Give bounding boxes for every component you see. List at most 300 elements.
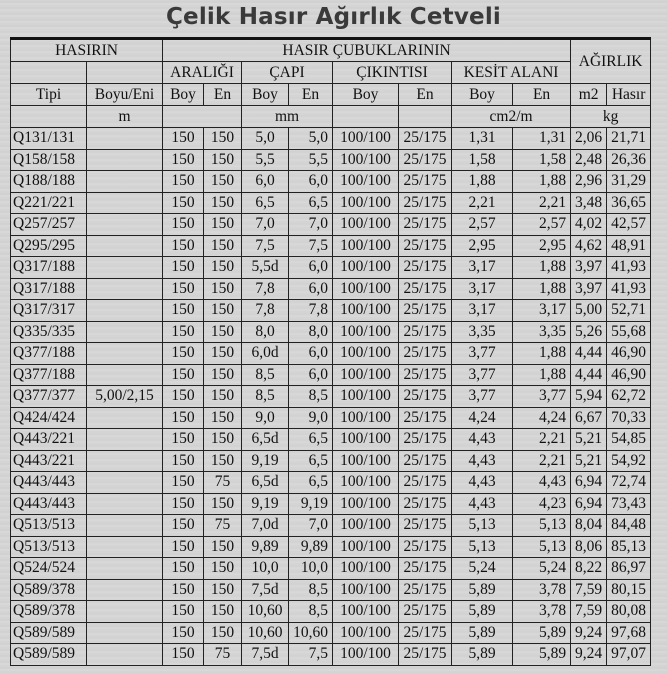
cell-kesit-boy: 3,77: [452, 343, 513, 365]
cell-agirlik-m2: 9,24: [571, 622, 607, 644]
cell-kesit-en: 1,88: [513, 278, 571, 300]
cell-cikintisi-en: 25/175: [399, 450, 452, 472]
cell-araligi-boy: 150: [163, 536, 204, 558]
table-row: [11, 300, 651, 322]
table-row: [11, 386, 651, 408]
cell-boyu-eni: [87, 321, 163, 343]
cell-cikintisi-en: 25/175: [399, 343, 452, 365]
header-en: En: [399, 84, 452, 106]
cell-kesit-boy: 3,17: [452, 300, 513, 322]
cell-araligi-boy: 150: [163, 257, 204, 279]
cell-araligi-en: 150: [204, 278, 242, 300]
header-boy: Boy: [452, 84, 513, 106]
cell-cikintisi-en: 25/175: [399, 536, 452, 558]
cell-agirlik-hasir: 42,57: [607, 214, 651, 236]
cell-agirlik-m2: 2,06: [571, 128, 607, 150]
cell-araligi-en: 150: [204, 257, 242, 279]
cell-capi-en: 9,0: [289, 407, 333, 429]
cell-kesit-boy: 5,89: [452, 579, 513, 601]
cell-agirlik-hasir: 26,36: [607, 149, 651, 171]
cell-agirlik-m2: 2,48: [571, 149, 607, 171]
cell-cikintisi-boy: 100/100: [333, 386, 399, 408]
header-boyu-eni: Boyu/Eni: [87, 84, 163, 106]
cell-tipi: Q158/158: [11, 149, 87, 171]
cell-agirlik-hasir: 52,71: [607, 300, 651, 322]
cell-kesit-en: 5,24: [513, 558, 571, 580]
cell-agirlik-hasir: 84,48: [607, 515, 651, 537]
header-capi: ÇAPI: [242, 62, 333, 84]
table-row: [11, 622, 651, 644]
cell-cikintisi-en: 25/175: [399, 558, 452, 580]
cell-capi-boy: 7,8: [242, 278, 289, 300]
cell-araligi-en: 75: [204, 515, 242, 537]
cell-araligi-en: 150: [204, 450, 242, 472]
cell-capi-boy: 9,89: [242, 536, 289, 558]
cell-cikintisi-en: 25/175: [399, 515, 452, 537]
cell-capi-en: 6,5: [289, 450, 333, 472]
cell-agirlik-m2: 5,21: [571, 429, 607, 451]
cell-cikintisi-en: 25/175: [399, 622, 452, 644]
cell-tipi: Q377/188: [11, 364, 87, 386]
cell-araligi-boy: 150: [163, 300, 204, 322]
cell-capi-en: 9,19: [289, 493, 333, 515]
cell-cikintisi-boy: 100/100: [333, 536, 399, 558]
cell-boyu-eni: [87, 601, 163, 623]
header-en: En: [204, 84, 242, 106]
cell-kesit-boy: 3,35: [452, 321, 513, 343]
cell-araligi-boy: 150: [163, 386, 204, 408]
cell-cikintisi-boy: 100/100: [333, 579, 399, 601]
cell-araligi-en: 150: [204, 579, 242, 601]
cell-cikintisi-boy: 100/100: [333, 493, 399, 515]
cell-boyu-eni: [87, 450, 163, 472]
table-row: [11, 128, 651, 150]
cell-capi-en: 7,0: [289, 214, 333, 236]
cell-capi-en: 8,5: [289, 579, 333, 601]
table-row: [11, 450, 651, 472]
cell-boyu-eni: [87, 558, 163, 580]
cell-agirlik-hasir: 73,43: [607, 493, 651, 515]
cell-tipi: Q589/378: [11, 579, 87, 601]
table-row: [11, 429, 651, 451]
cell-tipi: Q317/317: [11, 300, 87, 322]
cell-kesit-en: 2,21: [513, 429, 571, 451]
unit-mm: mm: [242, 106, 333, 128]
cell-capi-en: 6,0: [289, 171, 333, 193]
cell-agirlik-hasir: 55,68: [607, 321, 651, 343]
cell-agirlik-hasir: 41,93: [607, 278, 651, 300]
cell-kesit-en: 3,78: [513, 579, 571, 601]
cell-tipi: Q443/443: [11, 472, 87, 494]
cell-boyu-eni: [87, 407, 163, 429]
cell-cikintisi-en: 25/175: [399, 579, 452, 601]
cell-capi-en: 9,89: [289, 536, 333, 558]
cell-araligi-en: 150: [204, 235, 242, 257]
table-row: [11, 536, 651, 558]
cell-agirlik-m2: 9,24: [571, 644, 607, 666]
cell-cikintisi-en: 25/175: [399, 192, 452, 214]
cell-cikintisi-boy: 100/100: [333, 321, 399, 343]
table-row: [11, 601, 651, 623]
cell-boyu-eni: [87, 149, 163, 171]
cell-araligi-en: 150: [204, 128, 242, 150]
cell-araligi-en: 150: [204, 321, 242, 343]
header-units-row: [11, 106, 651, 128]
cell-araligi-boy: 150: [163, 472, 204, 494]
cell-cikintisi-boy: 100/100: [333, 300, 399, 322]
cell-agirlik-hasir: 97,68: [607, 622, 651, 644]
cell-kesit-en: 3,17: [513, 300, 571, 322]
cell-capi-en: 10,0: [289, 558, 333, 580]
cell-agirlik-m2: 2,96: [571, 171, 607, 193]
cell-cikintisi-boy: 100/100: [333, 364, 399, 386]
cell-boyu-eni: [87, 257, 163, 279]
cell-agirlik-hasir: 80,08: [607, 601, 651, 623]
cell-cikintisi-en: 25/175: [399, 472, 452, 494]
header-tipi: Tipi: [11, 84, 87, 106]
cell-araligi-en: 150: [204, 300, 242, 322]
cell-capi-boy: 5,5d: [242, 257, 289, 279]
cell-kesit-boy: 4,24: [452, 407, 513, 429]
cell-agirlik-m2: 5,21: [571, 450, 607, 472]
cell-agirlik-m2: 3,97: [571, 257, 607, 279]
cell-araligi-boy: 150: [163, 644, 204, 666]
cell-cikintisi-en: 25/175: [399, 128, 452, 150]
header-hasir-cubuklarinin: HASIR ÇUBUKLARININ: [163, 39, 571, 62]
cell-boyu-eni: [87, 171, 163, 193]
cell-boyu-eni: 5,00/2,15: [87, 386, 163, 408]
cell-agirlik-hasir: 85,13: [607, 536, 651, 558]
cell-araligi-boy: 150: [163, 450, 204, 472]
cell-kesit-en: 2,21: [513, 192, 571, 214]
table-row: [11, 343, 651, 365]
cell-boyu-eni: [87, 192, 163, 214]
cell-agirlik-m2: 3,97: [571, 278, 607, 300]
cell-boyu-eni: [87, 515, 163, 537]
cell-capi-boy: 6,5d: [242, 472, 289, 494]
cell-cikintisi-boy: 100/100: [333, 171, 399, 193]
cell-tipi: Q513/513: [11, 536, 87, 558]
cell-kesit-boy: 5,24: [452, 558, 513, 580]
cell-agirlik-hasir: 97,07: [607, 644, 651, 666]
header-row-3: [11, 84, 651, 106]
cell-boyu-eni: [87, 579, 163, 601]
header-empty: [163, 106, 242, 128]
cell-araligi-en: 75: [204, 644, 242, 666]
cell-cikintisi-boy: 100/100: [333, 622, 399, 644]
cell-boyu-eni: [87, 235, 163, 257]
cell-tipi: Q524/524: [11, 558, 87, 580]
table-row: [11, 364, 651, 386]
cell-tipi: Q443/221: [11, 429, 87, 451]
cell-cikintisi-en: 25/175: [399, 644, 452, 666]
cell-capi-boy: 7,5d: [242, 579, 289, 601]
cell-capi-boy: 5,0: [242, 128, 289, 150]
cell-agirlik-m2: 8,22: [571, 558, 607, 580]
header-hasirin: HASIRIN: [11, 39, 163, 62]
cell-agirlik-m2: 7,59: [571, 579, 607, 601]
cell-capi-boy: 7,0d: [242, 515, 289, 537]
cell-agirlik-m2: 4,62: [571, 235, 607, 257]
cell-kesit-boy: 3,17: [452, 278, 513, 300]
cell-cikintisi-en: 25/175: [399, 386, 452, 408]
cell-araligi-en: 150: [204, 429, 242, 451]
table-row: [11, 214, 651, 236]
cell-capi-en: 6,0: [289, 364, 333, 386]
cell-araligi-en: 150: [204, 192, 242, 214]
cell-tipi: Q443/221: [11, 450, 87, 472]
cell-capi-en: 8,5: [289, 386, 333, 408]
cell-cikintisi-boy: 100/100: [333, 235, 399, 257]
cell-kesit-en: 2,57: [513, 214, 571, 236]
header-empty: [333, 106, 399, 128]
cell-kesit-boy: 5,13: [452, 515, 513, 537]
cell-cikintisi-boy: 100/100: [333, 407, 399, 429]
cell-agirlik-m2: 6,94: [571, 493, 607, 515]
cell-boyu-eni: [87, 343, 163, 365]
header-boy: Boy: [333, 84, 399, 106]
cell-tipi: Q131/131: [11, 128, 87, 150]
header-hasir: Hasır: [607, 84, 651, 106]
cell-agirlik-m2: 5,00: [571, 300, 607, 322]
cell-agirlik-hasir: 48,91: [607, 235, 651, 257]
cell-capi-en: 8,0: [289, 321, 333, 343]
header-empty: [399, 106, 452, 128]
cell-cikintisi-boy: 100/100: [333, 149, 399, 171]
cell-boyu-eni: [87, 429, 163, 451]
cell-tipi: Q188/188: [11, 171, 87, 193]
cell-capi-boy: 9,0: [242, 407, 289, 429]
cell-agirlik-m2: 7,59: [571, 601, 607, 623]
cell-boyu-eni: [87, 622, 163, 644]
cell-kesit-boy: 5,13: [452, 536, 513, 558]
cell-cikintisi-en: 25/175: [399, 429, 452, 451]
cell-tipi: Q377/377: [11, 386, 87, 408]
cell-tipi: Q257/257: [11, 214, 87, 236]
header-cikintisi: ÇIKINTISI: [333, 62, 452, 84]
header-row-1: [11, 39, 651, 62]
header-araligi: ARALIĞI: [163, 62, 242, 84]
cell-tipi: Q377/188: [11, 343, 87, 365]
cell-agirlik-hasir: 54,92: [607, 450, 651, 472]
cell-kesit-boy: 4,43: [452, 493, 513, 515]
cell-cikintisi-boy: 100/100: [333, 257, 399, 279]
cell-kesit-en: 3,77: [513, 386, 571, 408]
cell-capi-boy: 7,0: [242, 214, 289, 236]
cell-araligi-en: 150: [204, 407, 242, 429]
cell-cikintisi-boy: 100/100: [333, 278, 399, 300]
cell-capi-en: 6,0: [289, 278, 333, 300]
cell-tipi: Q443/443: [11, 493, 87, 515]
cell-kesit-boy: 5,89: [452, 622, 513, 644]
cell-tipi: Q317/188: [11, 278, 87, 300]
cell-araligi-boy: 150: [163, 278, 204, 300]
cell-capi-boy: 10,60: [242, 622, 289, 644]
table-row: [11, 171, 651, 193]
cell-capi-en: 5,0: [289, 128, 333, 150]
cell-araligi-boy: 150: [163, 128, 204, 150]
cell-araligi-boy: 150: [163, 343, 204, 365]
cell-capi-en: 7,5: [289, 235, 333, 257]
cell-kesit-boy: 1,88: [452, 171, 513, 193]
header-boy: Boy: [163, 84, 204, 106]
cell-kesit-en: 2,95: [513, 235, 571, 257]
cell-kesit-boy: 1,58: [452, 149, 513, 171]
cell-araligi-boy: 150: [163, 149, 204, 171]
table-row: [11, 472, 651, 494]
table-row: [11, 644, 651, 666]
cell-capi-boy: 7,8: [242, 300, 289, 322]
cell-agirlik-hasir: 86,97: [607, 558, 651, 580]
cell-agirlik-hasir: 54,85: [607, 429, 651, 451]
cell-agirlik-hasir: 80,15: [607, 579, 651, 601]
cell-agirlik-hasir: 21,71: [607, 128, 651, 150]
cell-cikintisi-en: 25/175: [399, 214, 452, 236]
cell-tipi: Q513/513: [11, 515, 87, 537]
cell-araligi-boy: 150: [163, 214, 204, 236]
cell-kesit-en: 1,88: [513, 257, 571, 279]
cell-capi-en: 7,0: [289, 515, 333, 537]
cell-tipi: Q317/188: [11, 257, 87, 279]
cell-cikintisi-boy: 100/100: [333, 343, 399, 365]
table-row: [11, 149, 651, 171]
cell-cikintisi-boy: 100/100: [333, 601, 399, 623]
cell-boyu-eni: [87, 128, 163, 150]
cell-araligi-en: 150: [204, 343, 242, 365]
table-body: [11, 128, 651, 666]
table-row: [11, 515, 651, 537]
cell-cikintisi-boy: 100/100: [333, 128, 399, 150]
header-agirlik: AĞIRLIK: [571, 39, 651, 84]
cell-capi-boy: 9,19: [242, 450, 289, 472]
cell-araligi-en: 150: [204, 493, 242, 515]
cell-agirlik-m2: 8,04: [571, 515, 607, 537]
cell-kesit-boy: 5,89: [452, 601, 513, 623]
cell-agirlik-hasir: 72,74: [607, 472, 651, 494]
cell-tipi: Q589/378: [11, 601, 87, 623]
cell-kesit-en: 1,88: [513, 171, 571, 193]
cell-kesit-en: 5,89: [513, 622, 571, 644]
cell-araligi-boy: 150: [163, 558, 204, 580]
cell-kesit-boy: 3,77: [452, 364, 513, 386]
cell-araligi-boy: 150: [163, 622, 204, 644]
cell-cikintisi-en: 25/175: [399, 235, 452, 257]
cell-agirlik-hasir: 46,90: [607, 343, 651, 365]
cell-agirlik-m2: 3,48: [571, 192, 607, 214]
cell-cikintisi-en: 25/175: [399, 257, 452, 279]
cell-cikintisi-en: 25/175: [399, 300, 452, 322]
cell-araligi-boy: 150: [163, 429, 204, 451]
cell-kesit-en: 4,43: [513, 472, 571, 494]
cell-kesit-boy: 3,17: [452, 257, 513, 279]
unit-m: m: [87, 106, 163, 128]
cell-boyu-eni: [87, 278, 163, 300]
cell-capi-en: 6,5: [289, 429, 333, 451]
cell-capi-en: 7,8: [289, 300, 333, 322]
cell-araligi-en: 150: [204, 364, 242, 386]
cell-agirlik-m2: 4,44: [571, 343, 607, 365]
cell-cikintisi-en: 25/175: [399, 601, 452, 623]
cell-agirlik-m2: 4,02: [571, 214, 607, 236]
cell-capi-boy: 6,0d: [242, 343, 289, 365]
cell-tipi: Q335/335: [11, 321, 87, 343]
cell-kesit-boy: 4,43: [452, 429, 513, 451]
cell-agirlik-hasir: 36,65: [607, 192, 651, 214]
cell-cikintisi-boy: 100/100: [333, 558, 399, 580]
cell-capi-boy: 9,19: [242, 493, 289, 515]
cell-cikintisi-en: 25/175: [399, 171, 452, 193]
unit-kg: kg: [571, 106, 651, 128]
cell-araligi-boy: 150: [163, 192, 204, 214]
cell-araligi-boy: 150: [163, 171, 204, 193]
cell-cikintisi-en: 25/175: [399, 278, 452, 300]
cell-araligi-en: 150: [204, 558, 242, 580]
cell-cikintisi-boy: 100/100: [333, 450, 399, 472]
header-empty: [11, 62, 87, 84]
cell-capi-boy: 6,5d: [242, 429, 289, 451]
cell-kesit-en: 1,58: [513, 149, 571, 171]
cell-agirlik-m2: 6,67: [571, 407, 607, 429]
header-row-2: [11, 62, 651, 84]
cell-capi-en: 6,0: [289, 257, 333, 279]
cell-agirlik-hasir: 41,93: [607, 257, 651, 279]
cell-cikintisi-boy: 100/100: [333, 644, 399, 666]
cell-cikintisi-en: 25/175: [399, 364, 452, 386]
cell-kesit-en: 3,35: [513, 321, 571, 343]
cell-araligi-en: 150: [204, 386, 242, 408]
cell-capi-boy: 5,5: [242, 149, 289, 171]
cell-capi-en: 6,5: [289, 472, 333, 494]
cell-capi-boy: 7,5d: [242, 644, 289, 666]
cell-araligi-en: 150: [204, 536, 242, 558]
table-row: [11, 192, 651, 214]
cell-capi-boy: 6,0: [242, 171, 289, 193]
table-row: [11, 321, 651, 343]
cell-araligi-en: 150: [204, 622, 242, 644]
cell-araligi-en: 150: [204, 601, 242, 623]
cell-kesit-en: 5,13: [513, 515, 571, 537]
cell-araligi-en: 75: [204, 472, 242, 494]
cell-boyu-eni: [87, 300, 163, 322]
header-en: En: [513, 84, 571, 106]
header-kesit-alani: KESİT ALANI: [452, 62, 571, 84]
cell-kesit-en: 3,78: [513, 601, 571, 623]
cell-agirlik-m2: 4,44: [571, 364, 607, 386]
cell-araligi-boy: 150: [163, 515, 204, 537]
header-en: En: [289, 84, 333, 106]
cell-araligi-en: 150: [204, 214, 242, 236]
cell-boyu-eni: [87, 214, 163, 236]
cell-tipi: Q221/221: [11, 192, 87, 214]
page-title: Çelik Hasır Ağırlık Cetveli: [165, 4, 502, 30]
cell-kesit-en: 1,31: [513, 128, 571, 150]
cell-agirlik-m2: 5,26: [571, 321, 607, 343]
cell-agirlik-m2: 6,94: [571, 472, 607, 494]
cell-kesit-en: 5,89: [513, 644, 571, 666]
cell-araligi-boy: 150: [163, 579, 204, 601]
cell-cikintisi-en: 25/175: [399, 493, 452, 515]
table-row: [11, 257, 651, 279]
cell-tipi: Q295/295: [11, 235, 87, 257]
cell-cikintisi-boy: 100/100: [333, 214, 399, 236]
cell-capi-en: 8,5: [289, 601, 333, 623]
cell-boyu-eni: [87, 472, 163, 494]
cell-agirlik-hasir: 70,33: [607, 407, 651, 429]
cell-araligi-boy: 150: [163, 601, 204, 623]
cell-capi-en: 6,0: [289, 343, 333, 365]
cell-capi-boy: 6,5: [242, 192, 289, 214]
header-boy: Boy: [242, 84, 289, 106]
